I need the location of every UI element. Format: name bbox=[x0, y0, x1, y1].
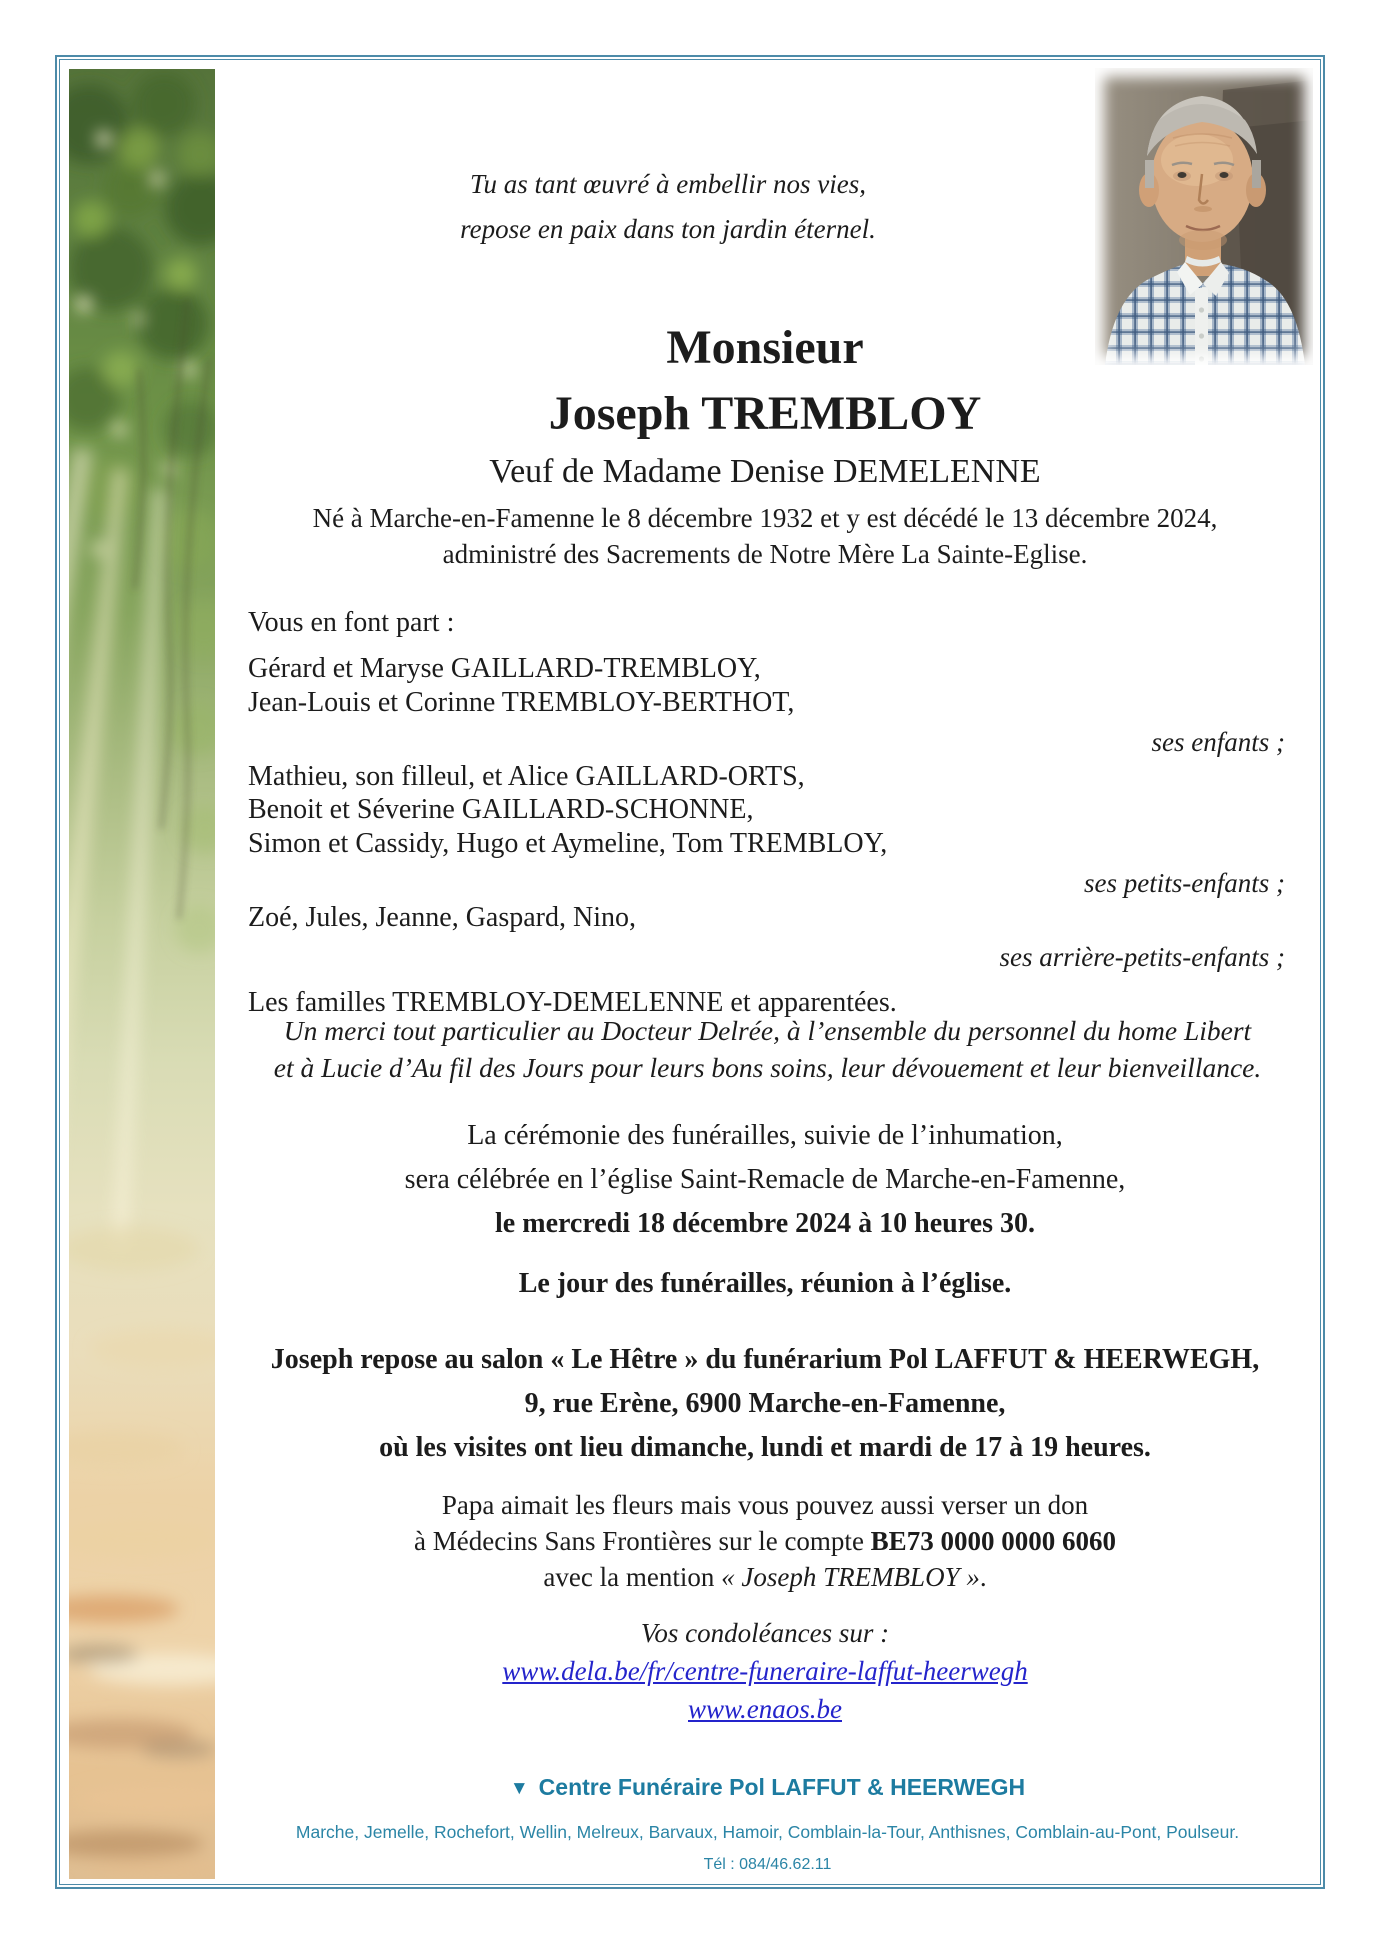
family-list bbox=[248, 652, 1285, 1019]
epigraph-line1: Tu as tant œuvré à embellir nos vies, bbox=[470, 169, 866, 199]
repose-line3: où les visites ont lieu dimanche, lundi et mardi de 17 à 19 heures. bbox=[379, 1432, 1151, 1463]
repose-block bbox=[230, 1338, 1300, 1470]
condolences-label: Vos condoléances sur : bbox=[640, 1618, 890, 1648]
donation-line2 bbox=[230, 1523, 1300, 1559]
donation-account-number: BE73 0000 0000 6060 bbox=[870, 1526, 1116, 1556]
donation-line2-text: à Médecins Sans Frontières sur le compte bbox=[414, 1526, 871, 1556]
family-line: Benoit et Séverine GAILLARD-SCHONNE, bbox=[248, 794, 754, 825]
family-line: Zoé, Jules, Jeanne, Gaspard, Nino, bbox=[248, 901, 637, 933]
thanks-line1: Un merci tout particulier au Docteur Delrée, à l’ensemble du personnel du home Libert bbox=[283, 1015, 1252, 1046]
thanks-line2: et à Lucie d’Au fil des Jours pour leurs bons soins, leur dévouement et leur bienveillance. bbox=[273, 1052, 1262, 1083]
donation-line3-period: . bbox=[979, 1562, 987, 1592]
condolences-link-enaos[interactable]: www.enaos.be bbox=[688, 1694, 842, 1724]
deceased-name: Joseph TREMBLOY bbox=[548, 387, 982, 440]
repose-line2: 9, rue Erène, 6900 Marche-en-Famenne, bbox=[524, 1388, 1006, 1419]
relation-label-great-grandchildren: ses arrière-petits-enfants ; bbox=[999, 942, 1285, 972]
thanks-paragraph bbox=[230, 1012, 1305, 1086]
ceremony-block bbox=[230, 1114, 1300, 1246]
donation-line3 bbox=[230, 1559, 1300, 1595]
meeting-line: Le jour des funérailles, réunion à l’église. bbox=[518, 1268, 1012, 1299]
deceased-title-block bbox=[230, 316, 1300, 496]
funeral-home-name: Centre Funéraire Pol LAFFUT & HEERWEGH bbox=[538, 1774, 1026, 1800]
repose-line1: Joseph repose au salon « Le Hêtre » du funérarium Pol LAFFUT & HEERWEGH, bbox=[270, 1344, 1260, 1375]
forest-path-photo bbox=[69, 69, 215, 1879]
deceased-salutation: Monsieur bbox=[666, 321, 864, 374]
relation-label-grandchildren: ses petits-enfants ; bbox=[1084, 868, 1285, 898]
announcement-intro: Vous en font part : bbox=[248, 607, 455, 638]
epigraph-line2: repose en paix dans ton jardin éternel. bbox=[460, 214, 876, 244]
funeral-home-phone: Tél : 084/46.62.11 bbox=[703, 1856, 832, 1873]
family-line: Jean-Louis et Corinne TREMBLOY-BERTHOT, bbox=[248, 686, 795, 718]
ceremony-line1: La cérémonie des funérailles, suivie de l’inhumation, bbox=[467, 1120, 1063, 1151]
deceased-widower-line: Veuf de Madame Denise DEMELENNE bbox=[489, 453, 1041, 490]
vital-line2: administré des Sacrements de Notre Mère La Sainte-Eglise. bbox=[442, 539, 1088, 569]
vital-line1: Né à Marche-en-Famenne le 8 décembre 1932 et y est décédé le 13 décembre 2024, bbox=[312, 503, 1218, 533]
donation-line1: Papa aimait les fleurs mais vous pouvez aussi verser un don bbox=[441, 1490, 1089, 1520]
donation-mention: « Joseph TREMBLOY » bbox=[721, 1562, 980, 1592]
triangle-down-icon: ▼ bbox=[509, 1778, 529, 1799]
funeral-home-brand bbox=[215, 1774, 1320, 1801]
donation-block bbox=[230, 1487, 1300, 1595]
condolences-link-dela[interactable]: www.dela.be/fr/centre-funeraire-laffut-heerwegh bbox=[502, 1656, 1028, 1686]
epigraph bbox=[248, 162, 1088, 252]
family-line: Simon et Cassidy, Hugo et Aymeline, Tom TREMBLOY, bbox=[248, 827, 888, 859]
condolences-block bbox=[230, 1614, 1300, 1728]
family-line: Mathieu, son filleul, et Alice GAILLARD-ORTS, bbox=[248, 760, 805, 792]
ceremony-line2: sera célébrée en l’église Saint-Remacle de Marche-en-Famenne, bbox=[404, 1164, 1126, 1195]
ceremony-date-line: le mercredi 18 décembre 2024 à 10 heures 30. bbox=[495, 1208, 1035, 1239]
families-line: Les familles TREMBLOY-DEMELENNE et apparentées. bbox=[248, 986, 897, 1018]
relation-label-children: ses enfants ; bbox=[1151, 727, 1285, 757]
funeral-home-locations: Marche, Jemelle, Rochefort, Wellin, Melreux, Barvaux, Hamoir, Comblain-la-Tour, Anthisnes, Comblain-au-Pont, Poulseur. bbox=[295, 1822, 1240, 1842]
vital-info bbox=[230, 500, 1300, 572]
donation-line3-text: avec la mention bbox=[543, 1562, 722, 1592]
family-line: Gérard et Maryse GAILLARD-TREMBLOY, bbox=[248, 653, 761, 684]
